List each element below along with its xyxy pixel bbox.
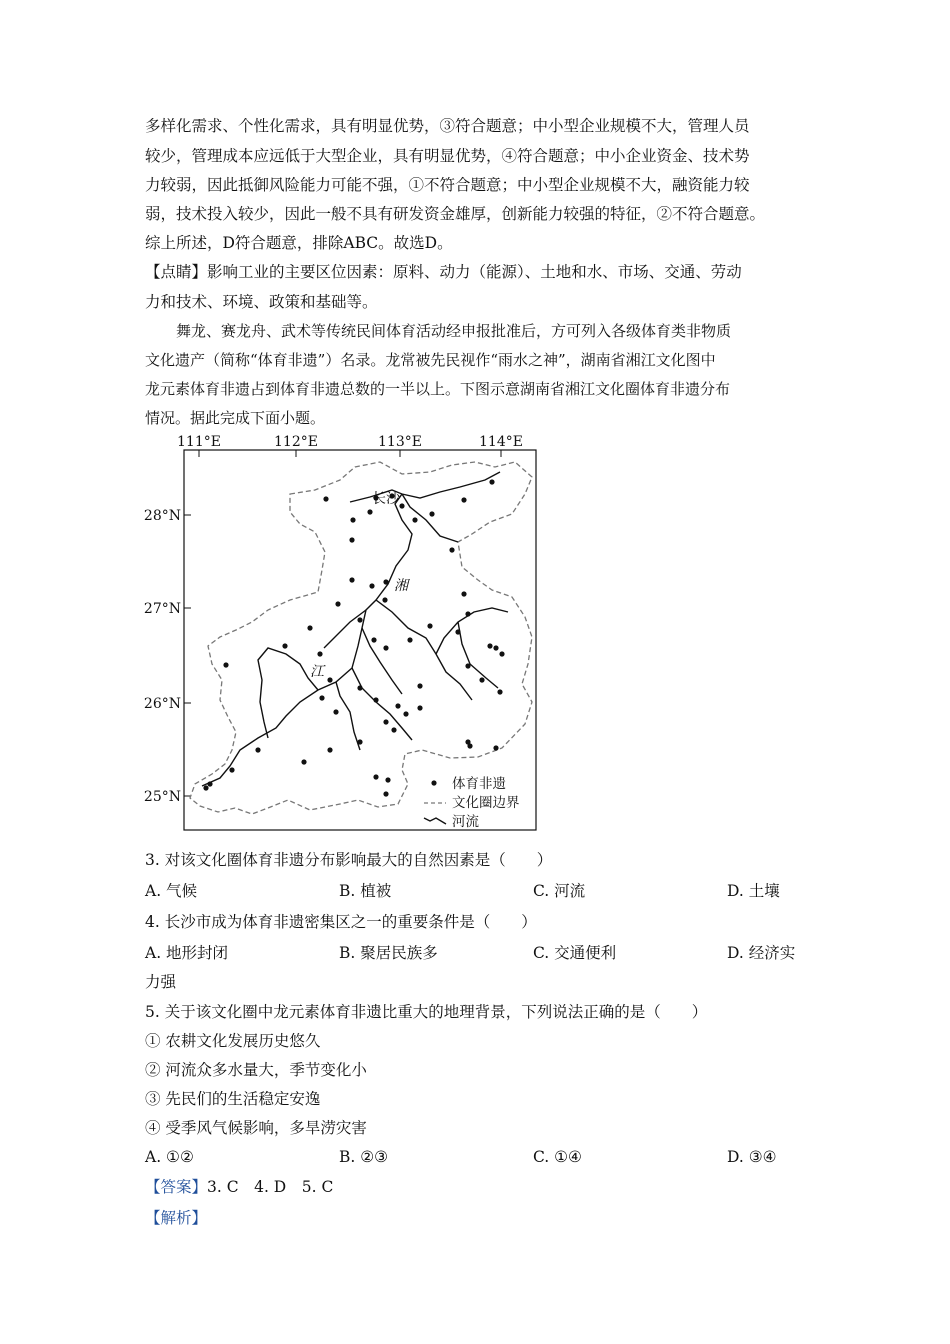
q3-option-c[interactable]: C. 河流 [533,882,586,900]
dianjing-line: 力和技术、环境、政策和基础等。 [145,293,378,311]
dianjing-tag: 【点睛】 [145,263,208,281]
material-line: 舞龙、赛龙舟、武术等传统民间体育活动经申报批准后，方可列入各级体育类非物质 [176,322,732,340]
q4-option-d-wrap: 力强 [145,973,177,991]
q5-option-d[interactable]: D. ③④ [727,1148,777,1166]
q5-statement-3: ③ 先民们的生活稳定安逸 [145,1090,321,1108]
q4-option-b[interactable]: B. 聚居民族多 [339,944,438,962]
lon-label-113: 113°E [378,434,422,450]
legend-point-symbol [431,780,436,785]
material-line: 情况。据此完成下面小题。 [145,409,326,427]
analysis-line: 较少，管理成本应远低于大型企业，具有明显优势，④符合题意；中小企业资金、技术势 [145,147,750,165]
answer-tag: 【答案】 [145,1178,208,1196]
q4-option-c[interactable]: C. 交通便利 [533,944,617,962]
label-changsha: 长沙 [372,491,400,507]
material-line: 文化遗产（简称“体育非遗”）名录。龙常被先民视作“雨水之神”，湖南省湘江文化图中 [145,351,716,369]
lon-label-112: 112°E [274,434,318,450]
legend-boundary: 文化圈边界 [452,795,520,811]
label-river-xiang: 湘 [394,578,408,594]
lat-label-28: 28°N [143,508,181,524]
analysis-line: 弱，技术投入较少，因此一般不具有研发资金雄厚，创新能力较强的特征，②不符合题意。 [145,205,766,223]
q5-option-c[interactable]: C. ①④ [533,1148,582,1166]
xiangjiang-heritage-map [140,432,550,838]
legend-river: 河流 [452,814,479,830]
lon-label-111: 111°E [177,434,221,450]
answer-text: 3. C 4. D 5. C [207,1178,334,1196]
material-line: 龙元素体育非遗占到体育非遗总数的一半以上。下图示意湖南省湘江文化圈体育非遗分布 [145,380,731,398]
lon-label-114: 114°E [479,434,523,450]
analysis-line: 多样化需求、个性化需求，具有明显优势，③符合题意；中小型企业规模不大，管理人员 [145,117,750,135]
question-3-stem: 3. 对该文化圈体育非遗分布影响最大的自然因素是（ ） [145,851,553,869]
jiexi-line [145,1208,207,1228]
legend-heritage: 体育非遗 [452,776,506,792]
label-river-jiang: 江 [310,664,324,680]
lat-label-26: 26°N [143,696,181,712]
answer-line [145,1177,333,1197]
dianjing-text: 影响工业的主要区位因素：原料、动力（能源）、土地和水、市场、交通、劳动 [207,263,742,281]
q5-statement-1: ① 农耕文化发展历史悠久 [145,1032,321,1050]
q4-option-a[interactable]: A. 地形封闭 [145,944,229,962]
dianjing-paragraph [145,262,742,282]
lat-label-25: 25°N [143,789,181,805]
question-4-stem: 4. 长沙市成为体育非遗密集区之一的重要条件是（ ） [145,913,537,931]
q5-option-a[interactable]: A. ①② [145,1148,194,1166]
q5-statement-4: ④ 受季风气候影响，多旱涝灾害 [145,1119,367,1137]
analysis-line: 综上所述，D符合题意，排除ABC。故选D。 [145,234,453,252]
q3-option-a[interactable]: A. 气候 [145,882,198,900]
analysis-line: 力较弱，因此抵御风险能力可能不强，①不符合题意；中小型企业规模不大，融资能力较 [145,176,750,194]
q4-option-d[interactable]: D. 经济实 [727,944,796,962]
q5-option-b[interactable]: B. ②③ [339,1148,389,1166]
question-5-stem: 5. 关于该文化圈中龙元素体育非遗比重大的地理背景，下列说法正确的是（ ） [145,1003,708,1021]
q3-option-b[interactable]: B. 植被 [339,882,392,900]
jiexi-tag: 【解析】 [145,1209,208,1227]
lat-label-27: 27°N [143,601,181,617]
q5-statement-2: ② 河流众多水量大，季节变化小 [145,1061,367,1079]
q3-option-d[interactable]: D. 土壤 [727,882,780,900]
